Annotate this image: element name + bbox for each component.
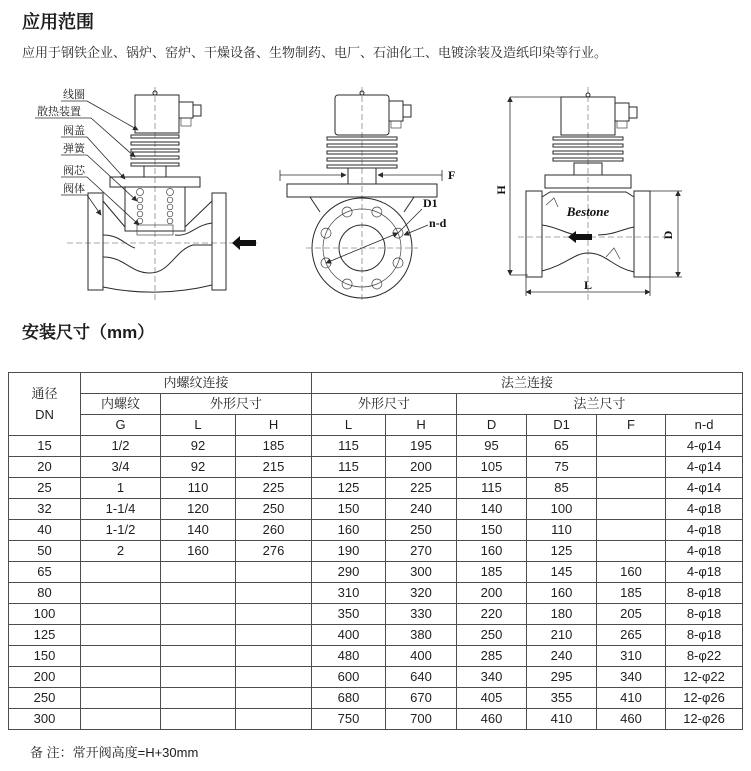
dimension-D1-label: D1 <box>423 196 438 210</box>
table-cell: 480 <box>312 646 386 667</box>
table-cell: 150 <box>457 520 527 541</box>
table-cell: 8-φ22 <box>666 646 743 667</box>
table-row <box>9 646 743 667</box>
dimension-D1 <box>326 196 438 263</box>
table-cell: 160 <box>161 541 236 562</box>
table-cell: 250 <box>236 499 312 520</box>
table-cell: 225 <box>386 478 457 499</box>
table-cell <box>597 436 666 457</box>
connector-plug <box>629 107 637 118</box>
table-cell: 92 <box>161 436 236 457</box>
page-title: 应用范围 <box>22 12 94 32</box>
table-cell <box>597 520 666 541</box>
table-cell: 115 <box>457 478 527 499</box>
connector-plug <box>403 105 411 117</box>
table-cell: 190 <box>312 541 386 562</box>
table-cell <box>81 625 161 646</box>
dimension-D <box>650 191 682 277</box>
table-cell: 285 <box>457 646 527 667</box>
table-cell <box>236 646 312 667</box>
table-row <box>9 478 743 499</box>
table-cell: 400 <box>312 625 386 646</box>
header-col-H2: H <box>386 415 457 436</box>
table-cell: 150 <box>312 499 386 520</box>
dimensions-table <box>8 372 743 730</box>
table-cell: 95 <box>457 436 527 457</box>
connector-plug <box>193 105 201 116</box>
table-cell <box>81 688 161 709</box>
table-cell: 80 <box>9 583 81 604</box>
table-cell: 145 <box>527 562 597 583</box>
table-cell: 200 <box>386 457 457 478</box>
table-cell: 460 <box>457 709 527 730</box>
header-dn-line2: DN <box>35 407 54 422</box>
table-cell <box>81 709 161 730</box>
table-cell: 125 <box>312 478 386 499</box>
section-title-dimensions: 安装尺寸（mm） <box>22 323 155 342</box>
connector-box <box>389 101 403 121</box>
table-row <box>9 457 743 478</box>
table-cell: 1-1/2 <box>81 520 161 541</box>
svg-text:散热装置: 散热装置 <box>37 106 81 118</box>
dimension-F <box>280 168 455 182</box>
table-cell: 276 <box>236 541 312 562</box>
svg-text:阀体: 阀体 <box>63 183 85 195</box>
header-thread-group: 内螺纹连接 <box>81 373 312 394</box>
table-cell: 340 <box>457 667 527 688</box>
table-cell: 4-φ14 <box>666 478 743 499</box>
table-cell: 300 <box>9 709 81 730</box>
valve-cross-section-diagram <box>25 85 260 305</box>
table-cell <box>161 604 236 625</box>
table-cell: 8-φ18 <box>666 625 743 646</box>
table-cell <box>597 499 666 520</box>
table-cell: 310 <box>597 646 666 667</box>
header-flange-dims: 外形尺寸 <box>312 394 457 415</box>
table-cell <box>161 562 236 583</box>
table-cell: 460 <box>597 709 666 730</box>
table-cell: 120 <box>161 499 236 520</box>
table-cell: 260 <box>236 520 312 541</box>
application-intro-text: 应用于钢铁企业、锅炉、窑炉、干燥设备、生物制药、电厂、石油化工、电镀涂装及造纸印染等行业。 <box>22 45 608 60</box>
table-cell <box>81 604 161 625</box>
svg-text:阀芯: 阀芯 <box>63 165 85 177</box>
connector-box <box>179 102 193 118</box>
table-cell: 405 <box>457 688 527 709</box>
table-row <box>9 583 743 604</box>
table-row <box>9 709 743 730</box>
table-cell: 110 <box>161 478 236 499</box>
table-body <box>9 436 743 730</box>
header-col-nd: n-d <box>666 415 743 436</box>
table-cell: 8-φ18 <box>666 604 743 625</box>
table-cell: 50 <box>9 541 81 562</box>
table-row <box>9 562 743 583</box>
connector-bolt <box>391 121 401 128</box>
table-cell <box>236 562 312 583</box>
dimension-L-label: L <box>583 278 593 292</box>
table-cell: 110 <box>527 520 597 541</box>
header-flange-group: 法兰连接 <box>312 373 743 394</box>
svg-text:阀盖: 阀盖 <box>63 125 85 137</box>
table-cell <box>81 583 161 604</box>
table-cell: 160 <box>457 541 527 562</box>
table-cell: 100 <box>9 604 81 625</box>
table-cell: 180 <box>527 604 597 625</box>
table-cell: 20 <box>9 457 81 478</box>
table-cell: 125 <box>9 625 81 646</box>
table-cell: 270 <box>386 541 457 562</box>
dimensions-table-wrapper <box>8 372 743 730</box>
table-cell <box>161 667 236 688</box>
table-cell: 75 <box>527 457 597 478</box>
table-cell: 105 <box>457 457 527 478</box>
header-thread-dims: 外形尺寸 <box>161 394 312 415</box>
table-cell: 265 <box>597 625 666 646</box>
part-label-heat-sink <box>35 104 135 157</box>
table-cell <box>597 478 666 499</box>
brand-label: Bestone <box>566 204 610 219</box>
table-cell: 220 <box>457 604 527 625</box>
heat-sink-fins <box>553 137 623 161</box>
right-flange <box>634 191 650 277</box>
table-row <box>9 436 743 457</box>
table-cell: 700 <box>386 709 457 730</box>
dimension-nd-label: n-d <box>429 216 447 230</box>
table-row <box>9 625 743 646</box>
table-cell: 4-φ18 <box>666 520 743 541</box>
table-cell: 205 <box>597 604 666 625</box>
table-cell: 240 <box>527 646 597 667</box>
header-col-G: G <box>81 415 161 436</box>
table-row <box>9 688 743 709</box>
table-cell: 195 <box>386 436 457 457</box>
table-cell <box>161 709 236 730</box>
table-cell: 295 <box>527 667 597 688</box>
table-note: 备 注：常开阀高度=H+30mm <box>30 745 199 760</box>
header-dn <box>9 373 81 436</box>
connector-box <box>615 103 629 121</box>
valve-side-view-diagram <box>488 85 743 305</box>
table-cell: 410 <box>597 688 666 709</box>
table-cell <box>81 646 161 667</box>
table-cell: 160 <box>527 583 597 604</box>
body-neck-left <box>310 197 320 212</box>
table-row <box>9 520 743 541</box>
table-cell: 225 <box>236 478 312 499</box>
table-cell: 140 <box>457 499 527 520</box>
right-flange <box>212 193 226 290</box>
table-cell: 65 <box>527 436 597 457</box>
table-cell: 1 <box>81 478 161 499</box>
header-col-F: F <box>597 415 666 436</box>
table-cell: 160 <box>597 562 666 583</box>
table-row <box>9 667 743 688</box>
table-cell: 355 <box>527 688 597 709</box>
table-row <box>9 541 743 562</box>
dimension-n-d <box>404 216 447 235</box>
table-cell: 150 <box>9 646 81 667</box>
header-col-H1: H <box>236 415 312 436</box>
table-cell: 300 <box>386 562 457 583</box>
table-cell <box>236 688 312 709</box>
table-cell: 32 <box>9 499 81 520</box>
table-cell: 320 <box>386 583 457 604</box>
table-cell: 410 <box>527 709 597 730</box>
table-cell: 4-φ14 <box>666 457 743 478</box>
table-cell <box>236 583 312 604</box>
table-cell: 1-1/4 <box>81 499 161 520</box>
table-cell: 200 <box>457 583 527 604</box>
body-neck-right <box>404 197 414 212</box>
left-flange <box>526 191 542 277</box>
header-col-L2: L <box>312 415 386 436</box>
table-cell: 670 <box>386 688 457 709</box>
table-cell: 115 <box>312 436 386 457</box>
table-cell: 185 <box>597 583 666 604</box>
table-cell <box>236 709 312 730</box>
table-cell: 85 <box>527 478 597 499</box>
table-cell: 15 <box>9 436 81 457</box>
table-cell: 100 <box>527 499 597 520</box>
table-cell: 310 <box>312 583 386 604</box>
table-cell: 750 <box>312 709 386 730</box>
table-cell <box>161 583 236 604</box>
table-cell: 12-φ22 <box>666 667 743 688</box>
dimension-H-label: H <box>494 185 508 195</box>
table-cell: 4-φ14 <box>666 436 743 457</box>
table-cell: 250 <box>457 625 527 646</box>
table-cell: 240 <box>386 499 457 520</box>
table-cell: 25 <box>9 478 81 499</box>
table-cell <box>236 667 312 688</box>
dimension-D-label: D <box>661 230 675 240</box>
flow-direction-arrow <box>232 236 256 250</box>
table-cell <box>236 625 312 646</box>
table-cell: 140 <box>161 520 236 541</box>
table-cell: 4-φ18 <box>666 562 743 583</box>
svg-text:线圈: 线圈 <box>63 89 85 101</box>
table-cell: 250 <box>9 688 81 709</box>
table-cell: 185 <box>457 562 527 583</box>
table-cell: 8-φ18 <box>666 583 743 604</box>
dimension-L <box>526 277 650 296</box>
table-cell: 3/4 <box>81 457 161 478</box>
table-cell: 40 <box>9 520 81 541</box>
table-cell: 600 <box>312 667 386 688</box>
table-cell <box>236 604 312 625</box>
table-cell <box>161 646 236 667</box>
table-cell: 210 <box>527 625 597 646</box>
body-outline <box>103 201 212 292</box>
header-col-D: D <box>457 415 527 436</box>
header-flange-size: 法兰尺寸 <box>457 394 743 415</box>
table-cell: 12-φ26 <box>666 688 743 709</box>
table-cell: 185 <box>236 436 312 457</box>
header-dn-line1: 通径 <box>31 386 58 401</box>
table-cell: 380 <box>386 625 457 646</box>
table-row <box>9 604 743 625</box>
table-cell: 65 <box>9 562 81 583</box>
table-cell: 1/2 <box>81 436 161 457</box>
connector-bolt <box>181 118 191 126</box>
table-row <box>9 499 743 520</box>
table-cell: 160 <box>312 520 386 541</box>
table-cell: 2 <box>81 541 161 562</box>
table-cell: 680 <box>312 688 386 709</box>
table-cell: 400 <box>386 646 457 667</box>
table-cell: 125 <box>527 541 597 562</box>
header-thread-sub: 内螺纹 <box>81 394 161 415</box>
table-cell: 92 <box>161 457 236 478</box>
table-cell: 4-φ18 <box>666 499 743 520</box>
table-cell <box>81 562 161 583</box>
table-cell: 12-φ26 <box>666 709 743 730</box>
table-cell: 330 <box>386 604 457 625</box>
table-cell <box>597 541 666 562</box>
coil-box <box>135 95 179 133</box>
table-cell: 290 <box>312 562 386 583</box>
table-cell: 250 <box>386 520 457 541</box>
table-cell <box>597 457 666 478</box>
table-cell <box>161 625 236 646</box>
flow-direction-arrow <box>568 231 592 243</box>
valve-front-view-diagram <box>272 85 482 305</box>
table-cell: 215 <box>236 457 312 478</box>
header-col-L1: L <box>161 415 236 436</box>
header-col-D1: D1 <box>527 415 597 436</box>
svg-text:弹簧: 弹簧 <box>63 143 85 155</box>
dimension-F-label: F <box>448 168 456 182</box>
table-cell: 115 <box>312 457 386 478</box>
part-label-body <box>61 181 101 215</box>
table-cell: 640 <box>386 667 457 688</box>
table-cell: 350 <box>312 604 386 625</box>
dimension-H <box>494 97 583 275</box>
table-cell: 4-φ18 <box>666 541 743 562</box>
table-cell <box>81 667 161 688</box>
table-cell: 200 <box>9 667 81 688</box>
table-cell <box>161 688 236 709</box>
table-cell: 340 <box>597 667 666 688</box>
connector-bolt <box>617 121 627 128</box>
